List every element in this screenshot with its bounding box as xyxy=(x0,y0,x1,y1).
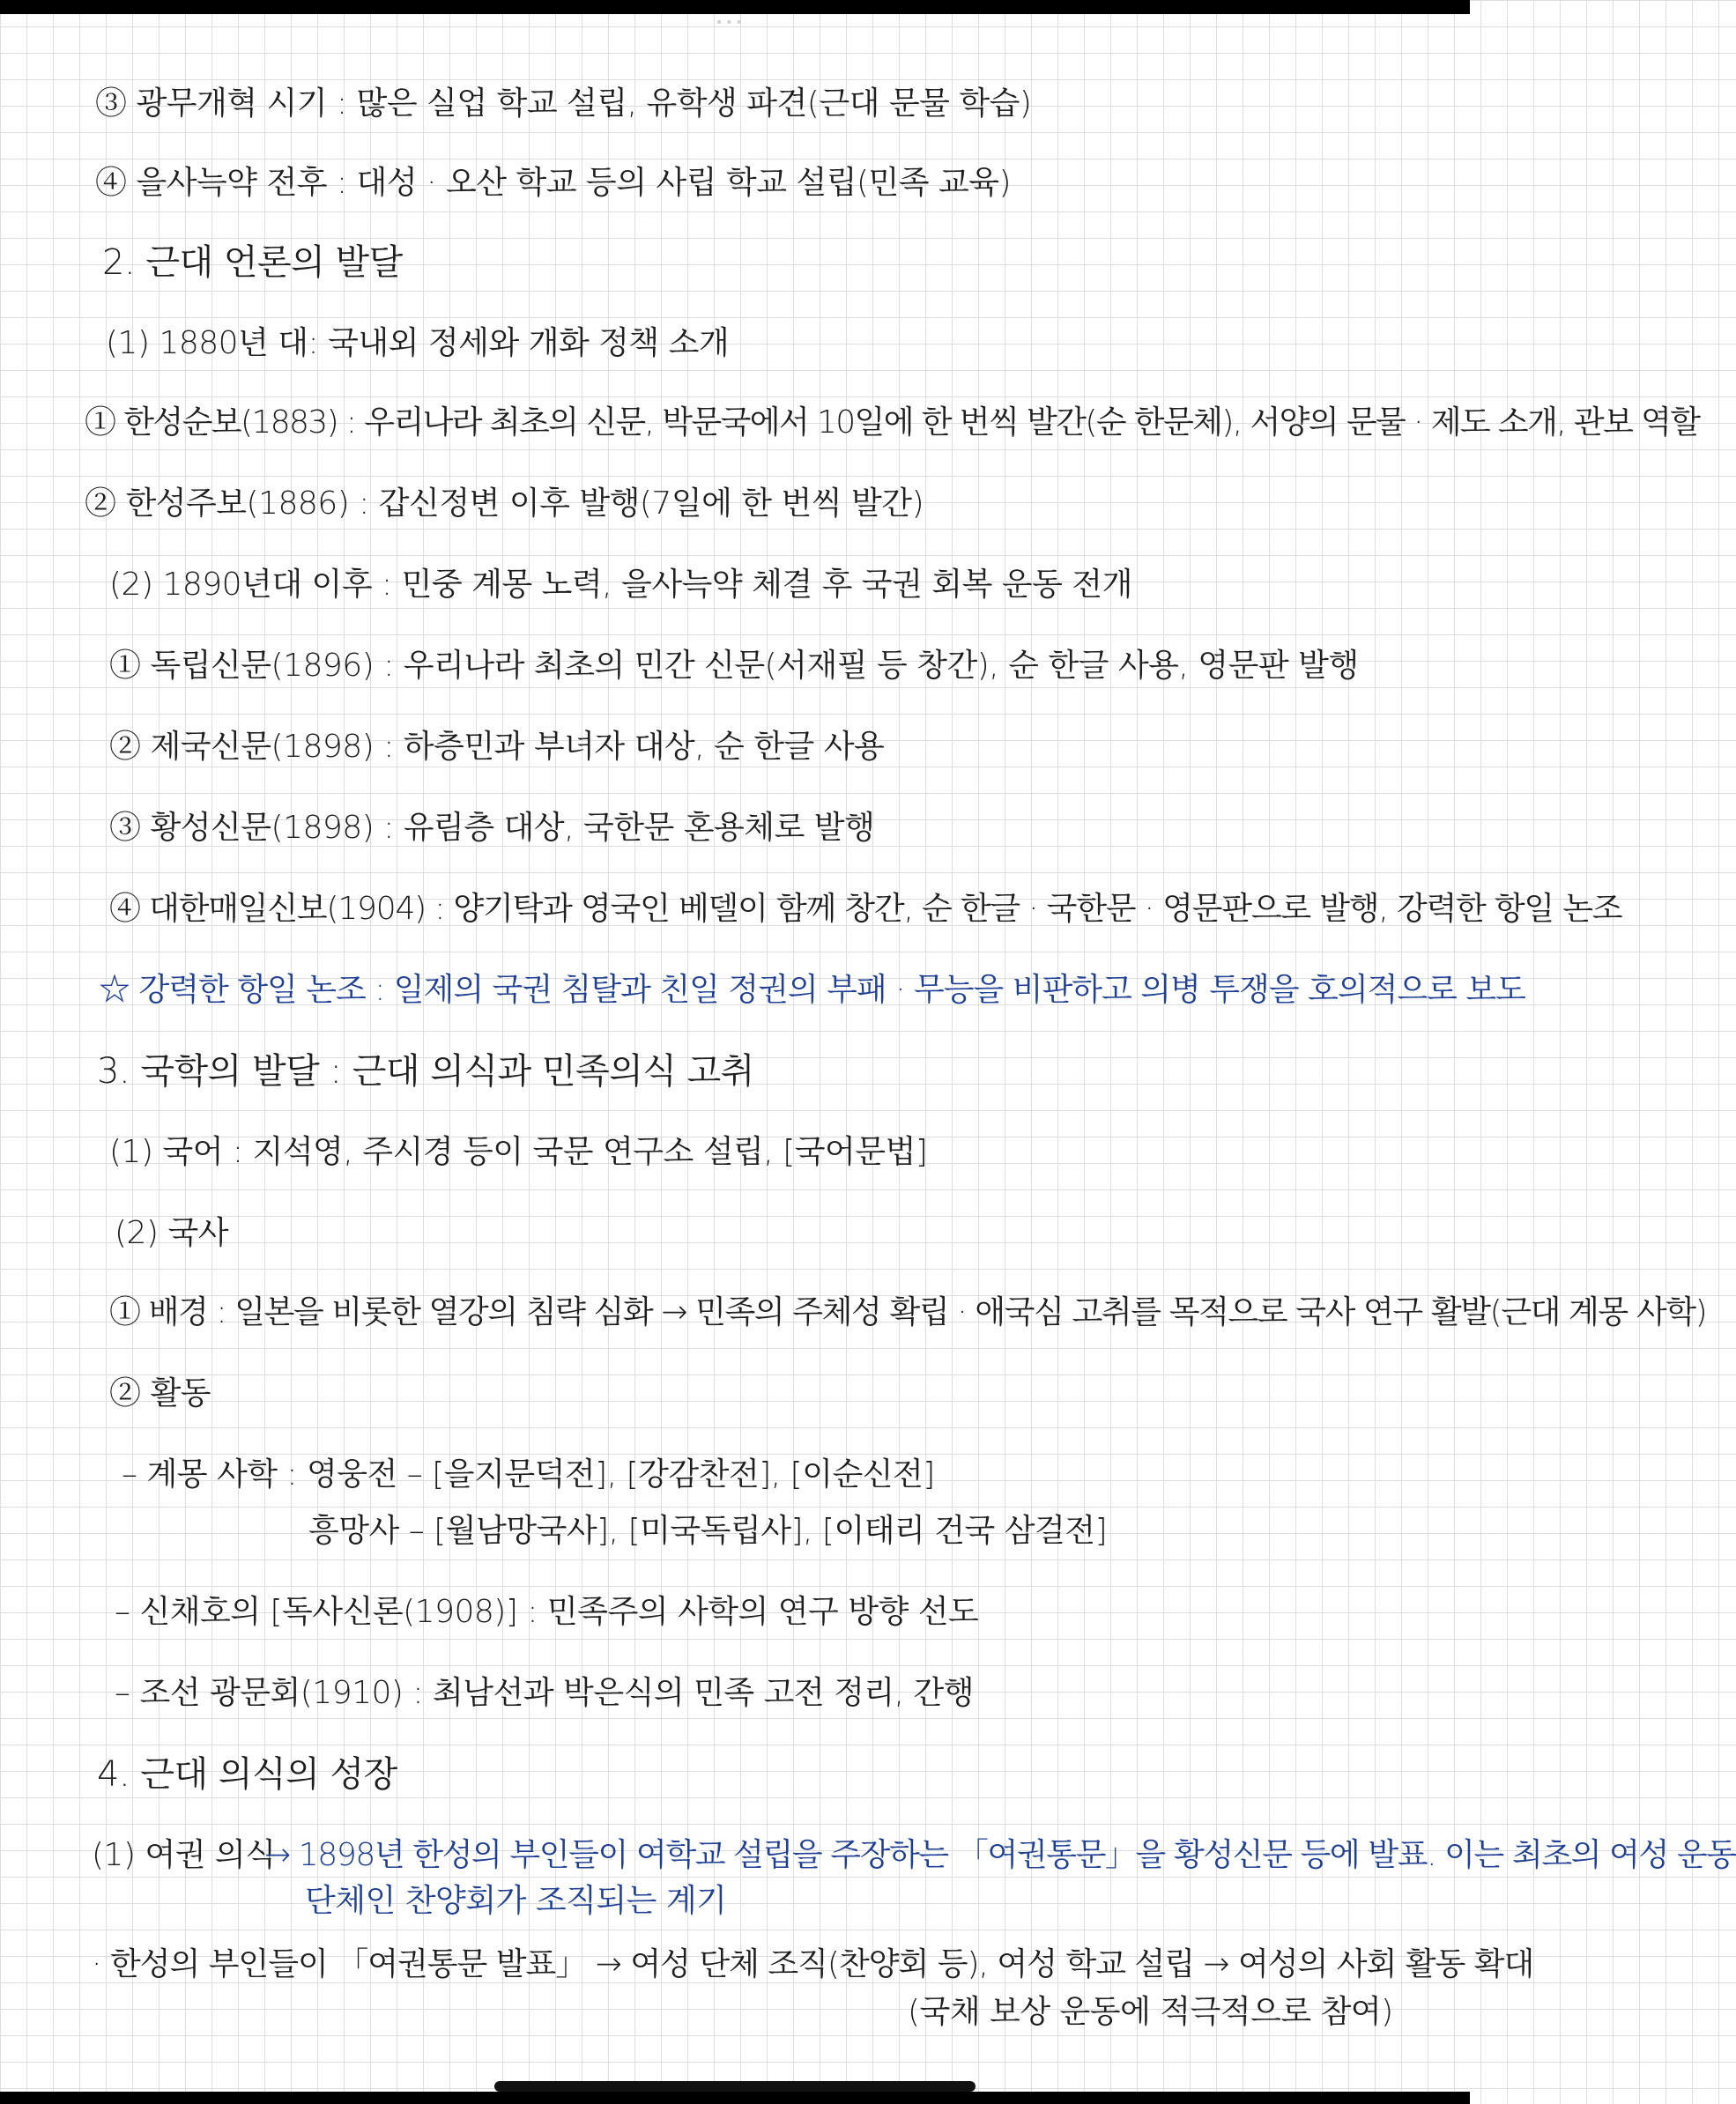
note-line: 흥망사 – [월남망국사], [미국독립사], [이태리 건국 삼걸전] xyxy=(308,1513,1108,1549)
note-line: (1) 여권 의식 xyxy=(92,1837,276,1873)
section-heading: 3. 국학의 발달 : 근대 의식과 민족의식 고취 xyxy=(97,1051,754,1092)
top-status-bar xyxy=(0,0,1470,14)
note-line: (2) 국사 xyxy=(115,1215,228,1251)
note-line: ② 제국신문(1898) : 하층민과 부녀자 대상, 순 한글 사용 xyxy=(109,729,885,765)
section-heading: 4. 근대 의식의 성장 xyxy=(97,1754,397,1795)
home-indicator[interactable] xyxy=(494,2081,976,2092)
note-line: – 신채호의 [독사신론(1908)] : 민족주의 사학의 연구 방향 선도 xyxy=(115,1594,979,1630)
note-line: (1) 국어 : 지석영, 주시경 등이 국문 연구소 설립, [국어문법] xyxy=(109,1134,928,1170)
note-line: ② 활동 xyxy=(109,1375,211,1411)
note-line: (2) 1890년대 이후 : 민중 계몽 노력, 을사늑약 체결 후 국권 회복 운동 전개 xyxy=(109,567,1132,603)
note-line: ④ 대한매일신보(1904) : 양기탁과 영국인 베델이 함께 창간, 순 한글 · 국한문 · 영문판으로 발행, 강력한 항일 논조 xyxy=(109,891,1622,927)
note-line: (1) 1880년 대: 국내외 정세와 개화 정책 소개 xyxy=(106,325,730,361)
note-line: ① 독립신문(1896) : 우리나라 최초의 민간 신문(서재필 등 창간), 순 한글 사용, 영문판 발행 xyxy=(109,648,1359,684)
note-line: ① 한성순보(1883) : 우리나라 최초의 신문, 박문국에서 10일에 한 번씩 발간(순 한문체), 서양의 문물 · 제도 소개, 관보 역할 xyxy=(85,404,1700,441)
bottom-bar xyxy=(0,2092,1470,2104)
multitasking-dots-icon[interactable]: ••• xyxy=(716,16,746,30)
note-line: · 한성의 부인들이 「여권통문 발표」 → 여성 단체 조직(찬양회 등), 여성 학교 설립 → 여성의 사회 활동 확대 xyxy=(92,1946,1534,1982)
section-heading: 2. 근대 언론의 발달 xyxy=(102,242,403,283)
highlight-note-line: 단체인 찬양회가 조직되는 계기 xyxy=(305,1883,727,1919)
highlight-note-line: ☆ 강력한 항일 논조 : 일제의 국권 침탈과 친일 정권의 부패 · 무능을 비판하고 의병 투쟁을 호의적으로 보도 xyxy=(99,972,1525,1008)
note-line: ① 배경 : 일본을 비롯한 열강의 침략 심화 → 민족의 주체성 확립 · 애국심 고취를 목적으로 국사 연구 활발(근대 계몽 사학) xyxy=(109,1294,1707,1330)
highlight-note-line: → 1898년 한성의 부인들이 여학교 설립을 주장하는 「여권통문」을 황성신문 등에 발표. 이는 최초의 여성 운동 xyxy=(264,1837,1736,1873)
note-line: – 계몽 사학 : 영웅전 – [을지문덕전], [강감찬전], [이순신전] xyxy=(122,1456,935,1493)
note-line: ③ 황성신문(1898) : 유림층 대상, 국한문 혼용체로 발행 xyxy=(109,810,875,846)
note-line: (국채 보상 운동에 적극적으로 참여) xyxy=(908,1994,1393,2030)
note-line: ③ 광무개혁 시기 : 많은 실업 학교 설립, 유학생 파견(근대 문물 학습) xyxy=(95,85,1032,122)
note-line: – 조선 광문회(1910) : 최남선과 박은식의 민족 고전 정리, 간행 xyxy=(115,1675,975,1711)
note-line: ② 한성주보(1886) : 갑신정변 이후 발행(7일에 한 번씩 발간) xyxy=(85,485,924,522)
note-line: ④ 을사늑약 전후 : 대성 · 오산 학교 등의 사립 학교 설립(민족 교육) xyxy=(95,165,1012,201)
